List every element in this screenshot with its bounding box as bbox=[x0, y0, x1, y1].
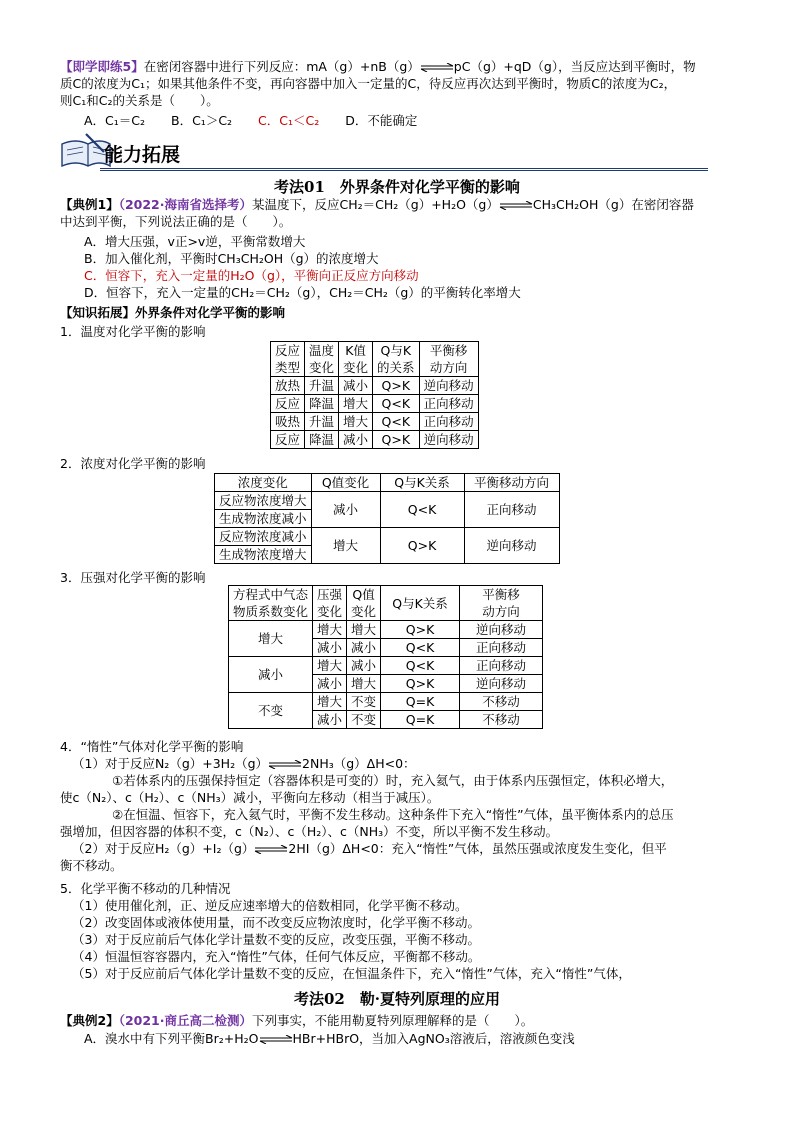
s2-title: 2．浓度对化学平衡的影响 bbox=[60, 456, 206, 471]
option-a: A．增大压强，v正>v逆，平衡常数增大 bbox=[84, 234, 306, 249]
table-row: 放热 升温 减小 Q>K 逆向移动 bbox=[271, 377, 479, 395]
example2: 【典例2】（2021·商丘高二检测）下列事实，不能用勒夏特列原理解释的是（ ）。 bbox=[60, 1013, 534, 1028]
knowledge-heading: 【知识拓展】外界条件对化学平衡的影响 bbox=[60, 305, 286, 320]
table-header-cell: Q值 变化 bbox=[347, 586, 381, 621]
table-header-cell: 温度 变化 bbox=[305, 342, 339, 377]
example1-source: （2022·海南省选择考） bbox=[118, 197, 252, 212]
table-row: 减小 增大 Q>K 逆向移动 bbox=[229, 675, 543, 693]
list-item: （5）对于反应前后气体化学计量数不变的反应，在恒温条件下，充入“惰性”气体，充入“惰性”气体， bbox=[72, 966, 631, 981]
table-row: 反应 降温 减小 Q>K 逆向移动 bbox=[271, 431, 479, 449]
s5-list bbox=[72, 897, 744, 982]
pressure-table bbox=[228, 585, 543, 729]
option-a: A．C₁＝C₂ bbox=[84, 113, 146, 128]
option-c: C．C₁＜C₂ bbox=[258, 113, 320, 128]
equilibrium-arrow-icon bbox=[420, 63, 454, 72]
equilibrium-arrow-icon bbox=[259, 1035, 293, 1044]
option-d: D．不能确定 bbox=[345, 113, 418, 128]
example2-option-a: A．溴水中有下列平衡Br₂+H₂O HBr+HBrO，当加入AgNO₃溶液后，溶液颜色变浅 bbox=[84, 1031, 575, 1046]
table-row: 不变 增大 不变 Q=K 不移动 bbox=[229, 693, 543, 711]
equilibrium-arrow-icon bbox=[254, 845, 288, 854]
table-header-cell: 平衡移 动方向 bbox=[419, 342, 478, 377]
equilibrium-arrow-icon bbox=[268, 760, 302, 769]
table-row: 反应 降温 增大 Q<K 正向移动 bbox=[271, 395, 479, 413]
table-header-cell: 反应 类型 bbox=[271, 342, 305, 377]
table-header-cell: 平衡移 动方向 bbox=[460, 586, 543, 621]
table-row: 增大 增大 增大 Q>K 逆向移动 bbox=[229, 621, 543, 639]
s5-title: 5．化学平衡不移动的几种情况 bbox=[60, 881, 231, 896]
example1-options bbox=[84, 233, 744, 301]
s4-title: 4．“惰性”气体对化学平衡的影响 bbox=[60, 739, 244, 754]
table-header-cell: Q与K 的关系 bbox=[373, 342, 420, 377]
s3-title: 3．压强对化学平衡的影响 bbox=[60, 570, 206, 585]
practice-paragraph: 【即学即练5】在密闭容器中进行下列反应：mA（g）+nB（g） pC（g）+qD（g），当反应达到平衡时，物 质C的浓度为C₁；如果其他条件不变，再向容器中加入一定量的C，待反应再次达到平衡时，物质C的浓度为C₂， 则C₁和C₂的关系是（ ）。 bbox=[60, 59, 696, 108]
equilibrium-arrow-icon bbox=[499, 201, 533, 210]
practice-tag: 【即学即练5】 bbox=[60, 59, 144, 74]
option-b: B．加入催化剂，平衡时CH₃CH₂OH（g）的浓度增大 bbox=[84, 251, 379, 266]
example2-source: （2021·商丘高二检测） bbox=[118, 1013, 252, 1028]
concentration-table: 浓度变化 Q值变化 Q与K关系 平衡移动方向 反应物浓度增大 减小 Q<K 正向移动 生成物浓度减小 反应物浓度减小 增大 Q>K 逆向移动 生成物浓度增大 bbox=[214, 473, 560, 564]
example2-tag: 【典例2】 bbox=[60, 1013, 119, 1028]
s4-body: （1）对于反应N₂（g）+3H₂（g） 2NH₃（g）ΔH<0： ①若体系内的压强保持恒定（容器体积是可变的）时，充入氦气，由于体系内压强恒定，体积必增大， 使c（N₂）、c（H₂）、c（NH₃）减小，平衡向左移动（相当于减压）。 ②在恒温、恒容下，充入氦气时，平衡不发生移动。这种条件下充入“惰性”气体，虽平衡体系内的总压 强增加，但因容器的体积不变，c（N₂）、c（H₂）、c（NH₃）不变，所以平衡不发生移动。 （2）对于反应H₂（g）+I₂（g） 2HI（g）ΔH<0：充入“惰性”气体，虽然压强或浓度发生变化，但平 衡不移动。 bbox=[60, 756, 674, 873]
table-row: 减小 减小 Q<K 正向移动 bbox=[229, 639, 543, 657]
s1-title: 1．温度对化学平衡的影响 bbox=[60, 324, 206, 339]
practice-options bbox=[84, 112, 766, 129]
list-item: （2）改变固体或液体使用量，而不改变反应物浓度时，化学平衡不移动。 bbox=[72, 915, 480, 930]
temperature-table bbox=[270, 341, 479, 449]
table-row: 吸热 升温 增大 Q<K 正向移动 bbox=[271, 413, 479, 431]
option-d: D．恒容下，充入一定量的CH₂＝CH₂（g），CH₂＝CH₂（g）的平衡转化率增大 bbox=[84, 285, 521, 300]
option-c: C．恒容下，充入一定量的H₂O（g），平衡向正反应方向移动 bbox=[84, 268, 419, 283]
method1-heading: 考法01 外界条件对化学平衡的影响 bbox=[274, 178, 520, 196]
list-item: （1）使用催化剂，正、逆反应速率增大的倍数相同，化学平衡不移动。 bbox=[72, 898, 468, 913]
section-divider bbox=[100, 168, 708, 169]
example1: 【典例1】（2022·海南省选择考）某温度下，反应CH₂＝CH₂（g）+H₂O（g） CH₃CH₂OH（g）在密闭容器 中达到平衡，下列说法正确的是（ ）。 bbox=[60, 197, 694, 229]
table-header-cell: 方程式中气态 物质系数变化 bbox=[229, 586, 313, 621]
table-row: 减小 不变 Q=K 不移动 bbox=[229, 711, 543, 729]
section-title: 能力拓展 bbox=[104, 144, 181, 166]
section-divider-2 bbox=[100, 170, 708, 171]
example1-tag: 【典例1】 bbox=[60, 197, 119, 212]
table-header-cell: Q与K关系 bbox=[381, 586, 460, 621]
list-item: （3）对于反应前后气体化学计量数不变的反应，改变压强，平衡不移动。 bbox=[72, 932, 480, 947]
table-header-cell: K值 变化 bbox=[339, 342, 373, 377]
table-row: 减小 增大 减小 Q<K 正向移动 bbox=[229, 657, 543, 675]
table-header-cell: 压强 变化 bbox=[313, 586, 347, 621]
list-item: （4）恒温恒容容器内，充入“惰性”气体，任何气体反应，平衡都不移动。 bbox=[72, 949, 481, 964]
option-b: B．C₁＞C₂ bbox=[171, 113, 233, 128]
method2-heading: 考法02 勒·夏特列原理的应用 bbox=[293, 990, 501, 1008]
